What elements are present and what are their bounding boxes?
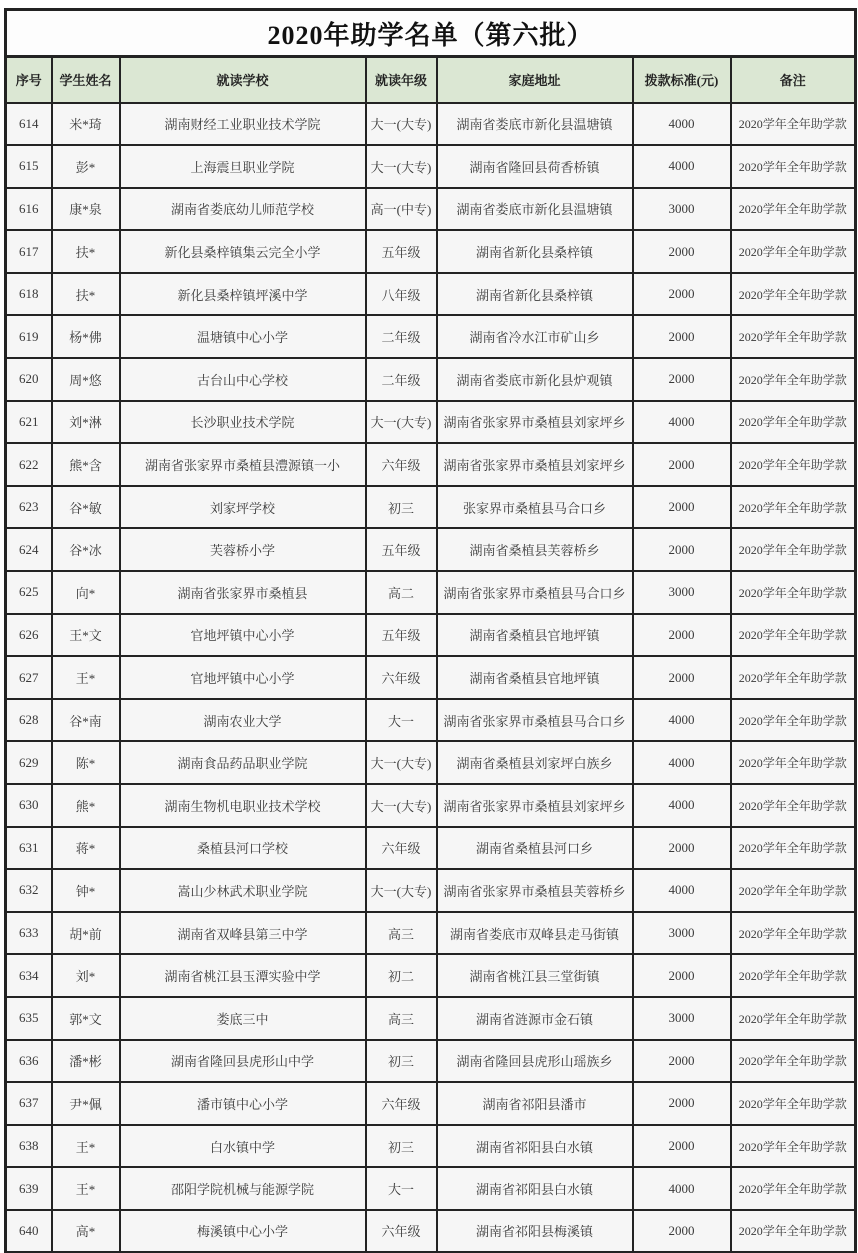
cell-school: 湖南食品药品职业学院 [120,741,366,784]
cell-amount: 3000 [633,571,731,614]
cell-amount: 4000 [633,145,731,188]
cell-name: 钟* [52,869,120,912]
cell-name: 向* [52,571,120,614]
cell-school: 湖南生物机电职业技术学校 [120,784,366,827]
cell-remark: 2020学年全年助学款 [731,273,856,316]
cell-remark: 2020学年全年助学款 [731,443,856,486]
cell-address: 湖南省娄底市新化县温塘镇 [437,103,633,146]
cell-remark: 2020学年全年助学款 [731,486,856,529]
column-header-4: 家庭地址 [437,57,633,103]
cell-name: 蒋* [52,827,120,870]
cell-name: 尹*佩 [52,1082,120,1125]
cell-address: 湖南省张家界市桑植县芙蓉桥乡 [437,869,633,912]
cell-amount: 2000 [633,358,731,401]
cell-no: 636 [6,1040,52,1083]
table-row [6,528,856,571]
table-row [6,741,856,784]
table-row [6,699,856,742]
cell-grade: 六年级 [366,827,437,870]
cell-no: 618 [6,273,52,316]
cell-amount: 2000 [633,443,731,486]
cell-remark: 2020学年全年助学款 [731,1210,856,1253]
cell-no: 633 [6,912,52,955]
cell-grade: 二年级 [366,315,437,358]
cell-grade: 初三 [366,1040,437,1083]
table-row [6,954,856,997]
cell-grade: 初二 [366,954,437,997]
cell-name: 刘* [52,954,120,997]
cell-address: 湖南省涟源市金石镇 [437,997,633,1040]
cell-name: 彭* [52,145,120,188]
cell-school: 桑植县河口学校 [120,827,366,870]
cell-grade: 大一(大专) [366,401,437,444]
cell-name: 王* [52,1167,120,1210]
table-row [6,784,856,827]
cell-name: 谷*南 [52,699,120,742]
cell-grade: 高二 [366,571,437,614]
cell-grade: 六年级 [366,443,437,486]
cell-no: 626 [6,614,52,657]
cell-school: 湖南省隆回县虎形山中学 [120,1040,366,1083]
table-row [6,614,856,657]
cell-remark: 2020学年全年助学款 [731,571,856,614]
cell-name: 王*文 [52,614,120,657]
table-row [6,571,856,614]
column-header-3: 就读年级 [366,57,437,103]
cell-address: 湖南省张家界市桑植县马合口乡 [437,571,633,614]
cell-no: 616 [6,188,52,231]
cell-remark: 2020学年全年助学款 [731,401,856,444]
cell-remark: 2020学年全年助学款 [731,188,856,231]
cell-address: 湖南省桑植县官地坪镇 [437,614,633,657]
cell-amount: 2000 [633,230,731,273]
cell-address: 湖南省祁阳县潘市 [437,1082,633,1125]
cell-school: 芙蓉桥小学 [120,528,366,571]
cell-amount: 4000 [633,1167,731,1210]
cell-no: 625 [6,571,52,614]
cell-no: 619 [6,315,52,358]
cell-no: 635 [6,997,52,1040]
cell-remark: 2020学年全年助学款 [731,1040,856,1083]
title-row [6,10,856,57]
cell-grade: 六年级 [366,656,437,699]
cell-no: 634 [6,954,52,997]
cell-no: 627 [6,656,52,699]
cell-grade: 大一 [366,1167,437,1210]
cell-amount: 2000 [633,528,731,571]
cell-address: 湖南省张家界市桑植县刘家坪乡 [437,443,633,486]
cell-school: 刘家坪学校 [120,486,366,529]
cell-name: 陈* [52,741,120,784]
cell-amount: 2000 [633,1210,731,1253]
cell-address: 湖南省张家界市桑植县刘家坪乡 [437,784,633,827]
table-row [6,1125,856,1168]
cell-no: 632 [6,869,52,912]
cell-address: 湖南省娄底市新化县温塘镇 [437,188,633,231]
cell-no: 624 [6,528,52,571]
table-row [6,827,856,870]
cell-remark: 2020学年全年助学款 [731,1125,856,1168]
cell-amount: 3000 [633,997,731,1040]
cell-amount: 3000 [633,912,731,955]
cell-name: 王* [52,1125,120,1168]
table-row [6,486,856,529]
cell-address: 湖南省桑植县官地坪镇 [437,656,633,699]
cell-address: 湖南省娄底市双峰县走马街镇 [437,912,633,955]
cell-school: 梅溪镇中心小学 [120,1210,366,1253]
cell-no: 630 [6,784,52,827]
cell-remark: 2020学年全年助学款 [731,230,856,273]
cell-amount: 2000 [633,1125,731,1168]
cell-remark: 2020学年全年助学款 [731,528,856,571]
cell-remark: 2020学年全年助学款 [731,869,856,912]
cell-no: 637 [6,1082,52,1125]
cell-grade: 大一(大专) [366,741,437,784]
cell-address: 湖南省张家界市桑植县马合口乡 [437,699,633,742]
cell-remark: 2020学年全年助学款 [731,145,856,188]
column-header-1: 学生姓名 [52,57,120,103]
cell-no: 639 [6,1167,52,1210]
cell-address: 湖南省祁阳县白水镇 [437,1167,633,1210]
cell-amount: 2000 [633,827,731,870]
table-row [6,230,856,273]
cell-remark: 2020学年全年助学款 [731,741,856,784]
cell-school: 湖南省桃江县玉潭实验中学 [120,954,366,997]
column-header-0: 序号 [6,57,52,103]
cell-address: 湖南省隆回县虎形山瑶族乡 [437,1040,633,1083]
cell-no: 620 [6,358,52,401]
cell-no: 615 [6,145,52,188]
cell-no: 638 [6,1125,52,1168]
cell-no: 623 [6,486,52,529]
cell-grade: 大一(大专) [366,869,437,912]
cell-name: 扶* [52,273,120,316]
cell-remark: 2020学年全年助学款 [731,827,856,870]
cell-name: 王* [52,656,120,699]
table-row [6,315,856,358]
cell-grade: 高三 [366,912,437,955]
cell-school: 官地坪镇中心小学 [120,614,366,657]
cell-grade: 初三 [366,486,437,529]
cell-school: 官地坪镇中心小学 [120,656,366,699]
cell-address: 湖南省隆回县荷香桥镇 [437,145,633,188]
cell-remark: 2020学年全年助学款 [731,614,856,657]
cell-amount: 4000 [633,784,731,827]
cell-school: 湖南省双峰县第三中学 [120,912,366,955]
cell-name: 康*泉 [52,188,120,231]
cell-grade: 六年级 [366,1082,437,1125]
cell-name: 刘*淋 [52,401,120,444]
cell-no: 617 [6,230,52,273]
cell-no: 629 [6,741,52,784]
cell-remark: 2020学年全年助学款 [731,315,856,358]
cell-remark: 2020学年全年助学款 [731,912,856,955]
cell-school: 邵阳学院机械与能源学院 [120,1167,366,1210]
cell-grade: 大一(大专) [366,784,437,827]
cell-name: 扶* [52,230,120,273]
cell-grade: 六年级 [366,1210,437,1253]
cell-grade: 二年级 [366,358,437,401]
cell-school: 湖南农业大学 [120,699,366,742]
table-header-row [6,57,856,103]
cell-grade: 大一(大专) [366,103,437,146]
table-row [6,1210,856,1253]
cell-amount: 2000 [633,486,731,529]
cell-address: 湖南省桑植县芙蓉桥乡 [437,528,633,571]
cell-no: 640 [6,1210,52,1253]
cell-school: 白水镇中学 [120,1125,366,1168]
cell-address: 湖南省张家界市桑植县刘家坪乡 [437,401,633,444]
cell-school: 娄底三中 [120,997,366,1040]
cell-no: 628 [6,699,52,742]
cell-amount: 2000 [633,656,731,699]
cell-amount: 2000 [633,614,731,657]
cell-address: 湖南省新化县桑梓镇 [437,230,633,273]
cell-grade: 高三 [366,997,437,1040]
cell-amount: 2000 [633,1082,731,1125]
cell-amount: 4000 [633,401,731,444]
cell-no: 631 [6,827,52,870]
cell-remark: 2020学年全年助学款 [731,1082,856,1125]
table-row [6,912,856,955]
student-aid-table [4,8,857,1253]
cell-address: 湖南省冷水江市矿山乡 [437,315,633,358]
cell-grade: 大一 [366,699,437,742]
cell-amount: 4000 [633,741,731,784]
table-row [6,145,856,188]
cell-school: 湖南省张家界市桑植县澧源镇一小 [120,443,366,486]
cell-school: 湖南省张家界市桑植县 [120,571,366,614]
cell-school: 嵩山少林武术职业学院 [120,869,366,912]
cell-name: 周*悠 [52,358,120,401]
cell-school: 湖南省娄底幼儿师范学校 [120,188,366,231]
table-row [6,188,856,231]
cell-address: 湖南省新化县桑梓镇 [437,273,633,316]
cell-address: 湖南省祁阳县梅溪镇 [437,1210,633,1253]
cell-grade: 初三 [366,1125,437,1168]
table-body [6,103,856,1253]
cell-school: 新化县桑梓镇集云完全小学 [120,230,366,273]
cell-address: 湖南省娄底市新化县炉观镇 [437,358,633,401]
cell-remark: 2020学年全年助学款 [731,103,856,146]
cell-school: 长沙职业技术学院 [120,401,366,444]
cell-remark: 2020学年全年助学款 [731,656,856,699]
page-title: 2020年助学名单（第六批） [6,10,856,57]
table-row [6,103,856,146]
cell-no: 622 [6,443,52,486]
cell-amount: 2000 [633,1040,731,1083]
cell-name: 杨*佛 [52,315,120,358]
cell-grade: 大一(大专) [366,145,437,188]
cell-name: 熊*含 [52,443,120,486]
cell-school: 上海震旦职业学院 [120,145,366,188]
table-row [6,869,856,912]
table-row [6,401,856,444]
cell-address: 张家界市桑植县马合口乡 [437,486,633,529]
cell-grade: 八年级 [366,273,437,316]
cell-name: 谷*敏 [52,486,120,529]
cell-amount: 2000 [633,315,731,358]
cell-remark: 2020学年全年助学款 [731,358,856,401]
cell-school: 湖南财经工业职业技术学院 [120,103,366,146]
table-row [6,1040,856,1083]
table-row [6,443,856,486]
cell-name: 谷*冰 [52,528,120,571]
cell-address: 湖南省祁阳县白水镇 [437,1125,633,1168]
column-header-5: 拨款标准(元) [633,57,731,103]
cell-remark: 2020学年全年助学款 [731,699,856,742]
cell-name: 胡*前 [52,912,120,955]
cell-remark: 2020学年全年助学款 [731,997,856,1040]
cell-amount: 2000 [633,273,731,316]
cell-amount: 3000 [633,188,731,231]
table-row [6,273,856,316]
cell-no: 621 [6,401,52,444]
table-row [6,358,856,401]
cell-name: 高* [52,1210,120,1253]
cell-name: 米*琦 [52,103,120,146]
column-header-6: 备注 [731,57,856,103]
cell-address: 湖南省桃江县三堂街镇 [437,954,633,997]
cell-grade: 五年级 [366,614,437,657]
column-header-2: 就读学校 [120,57,366,103]
cell-name: 熊* [52,784,120,827]
cell-amount: 4000 [633,699,731,742]
cell-school: 潘市镇中心小学 [120,1082,366,1125]
cell-grade: 五年级 [366,230,437,273]
table-row [6,1082,856,1125]
cell-amount: 4000 [633,869,731,912]
cell-name: 潘*彬 [52,1040,120,1083]
cell-remark: 2020学年全年助学款 [731,784,856,827]
cell-name: 郭*文 [52,997,120,1040]
table-row [6,997,856,1040]
cell-school: 温塘镇中心小学 [120,315,366,358]
cell-school: 古台山中心学校 [120,358,366,401]
cell-remark: 2020学年全年助学款 [731,954,856,997]
cell-amount: 4000 [633,103,731,146]
table-row [6,656,856,699]
cell-grade: 高一(中专) [366,188,437,231]
cell-remark: 2020学年全年助学款 [731,1167,856,1210]
cell-address: 湖南省桑植县河口乡 [437,827,633,870]
cell-no: 614 [6,103,52,146]
cell-school: 新化县桑梓镇坪溪中学 [120,273,366,316]
cell-amount: 2000 [633,954,731,997]
cell-grade: 五年级 [366,528,437,571]
table-row [6,1167,856,1210]
cell-address: 湖南省桑植县刘家坪白族乡 [437,741,633,784]
